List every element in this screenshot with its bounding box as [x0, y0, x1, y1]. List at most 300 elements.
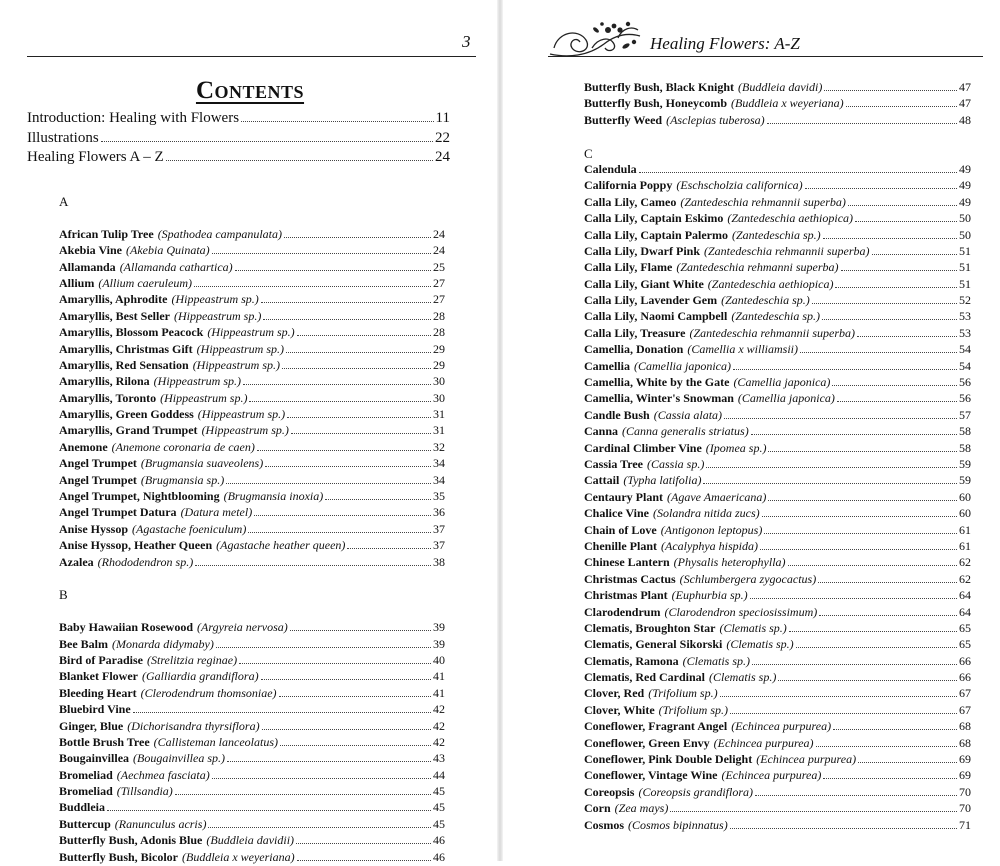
entry-page-number: 70 — [959, 784, 971, 799]
toc-entry — [59, 309, 445, 325]
dot-leader — [724, 418, 957, 419]
toc-entry — [584, 326, 971, 342]
entry-page-number: 62 — [959, 555, 971, 570]
entry-scientific-name: (Galliardia grandiflora) — [142, 669, 259, 684]
toc-entry — [59, 620, 445, 636]
entry-scientific-name: (Cassia alata) — [653, 407, 723, 422]
toc-entry — [584, 80, 971, 96]
dot-leader — [226, 483, 431, 484]
entry-name: Bird of Paradise — [59, 652, 143, 667]
entry-page-number: 30 — [433, 390, 445, 405]
toc-entry — [584, 96, 971, 112]
entry-scientific-name: (Agave Amaericana) — [667, 489, 767, 504]
entry-name: Azalea — [59, 554, 94, 569]
entry-scientific-name: (Aechmea fasciata) — [116, 767, 210, 782]
entry-name: Allamanda — [59, 259, 116, 274]
entry-page-number: 53 — [959, 309, 971, 324]
entry-page-number: 61 — [959, 522, 971, 537]
entry-page-number: 68 — [959, 735, 971, 750]
entry-name: Clarodendrum — [584, 604, 661, 619]
entry-scientific-name: (Ipomea sp.) — [705, 440, 767, 455]
entry-scientific-name: (Echincea purpurea) — [721, 768, 822, 783]
toc-entry — [584, 637, 971, 653]
toc-entry — [59, 522, 445, 538]
entry-name: Coneflower, Vintage Wine — [584, 768, 718, 783]
entry-name: Angel Trumpet — [59, 472, 137, 487]
toc-entry — [584, 375, 971, 391]
header-rule-right — [548, 56, 983, 57]
dot-leader — [858, 762, 957, 763]
entry-name: Bougainvillea — [59, 751, 130, 766]
dot-leader — [325, 499, 431, 500]
dot-leader — [778, 680, 957, 681]
toc-entry — [59, 555, 445, 571]
toc-entry — [59, 276, 445, 292]
entry-page-number: 66 — [959, 670, 971, 685]
entry-page-number: 65 — [959, 637, 971, 652]
entry-name: Blanket Flower — [59, 669, 138, 684]
dot-leader — [789, 631, 957, 632]
entry-name: Allium — [59, 275, 95, 290]
entry-page-number: 35 — [433, 489, 445, 504]
entry-scientific-name: (Hippeastrum sp.) — [173, 308, 262, 323]
dot-leader — [706, 467, 957, 468]
entry-name: Calla Lily, Lavender Gem — [584, 293, 718, 308]
entry-page-number: 70 — [959, 801, 971, 816]
entry-page-number: 48 — [959, 112, 971, 127]
toc-entry — [584, 752, 971, 768]
entry-name: Bee Balm — [59, 636, 108, 651]
section-b-continued-list — [584, 80, 971, 129]
entry-page-number: 37 — [433, 521, 445, 536]
dot-leader — [855, 221, 957, 222]
entry-page-number: 49 — [959, 161, 971, 176]
dot-leader — [212, 253, 431, 254]
entry-scientific-name: (Camellia japonica) — [737, 391, 835, 406]
dot-leader — [835, 287, 957, 288]
entry-scientific-name: (Spathodea campanulata) — [157, 226, 282, 241]
entry-scientific-name: (Echincea purpurea) — [756, 752, 857, 767]
dot-leader — [750, 598, 957, 599]
entry-scientific-name: (Cosmos bipinnatus) — [628, 817, 728, 832]
entry-page-number: 37 — [433, 538, 445, 553]
entry-scientific-name: (Buddleia x weyeriana) — [731, 96, 844, 111]
entry-name: Baby Hawaiian Rosewood — [59, 620, 194, 635]
entry-scientific-name: (Clarodendron speciosissimum) — [664, 604, 818, 619]
entry-page-number: 11 — [435, 110, 450, 126]
entry-page-number: 29 — [433, 341, 445, 356]
entry-page-number: 42 — [433, 734, 445, 749]
dot-leader — [720, 696, 957, 697]
entry-name: Amaryllis, Rilona — [59, 374, 150, 389]
contents-title: Contents — [195, 77, 305, 104]
entry-name: Cosmos — [584, 817, 625, 832]
toc-entry — [584, 703, 971, 719]
toc-entry — [584, 391, 971, 407]
entry-page-number: 27 — [433, 292, 445, 307]
entry-page-number: 60 — [959, 506, 971, 521]
toc-entry — [59, 538, 445, 554]
entry-page-number: 28 — [433, 308, 445, 323]
toc-entry — [59, 456, 445, 472]
dot-leader — [235, 270, 431, 271]
toc-entry — [59, 817, 445, 833]
dot-leader — [805, 188, 957, 189]
toc-entry — [584, 441, 971, 457]
entry-scientific-name: (Allium caeruleum) — [98, 275, 192, 290]
entry-name: Butterfly Bush, Bicolor — [59, 849, 178, 864]
dot-leader — [816, 746, 957, 747]
toc-entry — [59, 751, 445, 767]
dot-leader — [730, 713, 957, 714]
entry-name: African Tulip Tree — [59, 226, 154, 241]
entry-page-number: 22 — [435, 129, 450, 146]
entry-page-number: 36 — [433, 505, 445, 520]
entry-scientific-name: (Cassia sp.) — [647, 456, 705, 471]
entry-page-number: 38 — [433, 554, 445, 569]
dot-leader — [208, 827, 431, 828]
entry-name: Calla Lily, Cameo — [584, 194, 677, 209]
entry-scientific-name: (Brugmansia inoxia) — [223, 489, 324, 504]
entry-page-number: 31 — [433, 407, 445, 422]
toc-entry — [59, 505, 445, 521]
toc-entry — [584, 309, 971, 325]
entry-page-number: 45 — [433, 784, 445, 799]
dot-leader — [166, 160, 433, 161]
entry-scientific-name: (Buddleia davidi) — [738, 80, 823, 94]
entry-page-number: 34 — [433, 472, 445, 487]
toc-entry — [584, 523, 971, 539]
entry-name: Bottle Brush Tree — [59, 734, 150, 749]
entry-page-number: 54 — [959, 342, 971, 357]
entry-name: Corn — [584, 801, 611, 816]
entry-scientific-name: (Brugmansia suaveolens) — [140, 456, 264, 471]
entry-name: Calla Lily, Giant White — [584, 276, 704, 291]
dot-leader — [824, 90, 957, 91]
entry-scientific-name: (Trifolium sp.) — [658, 702, 729, 717]
dot-leader — [107, 810, 431, 811]
entry-name: Amaryllis, Red Sensation — [59, 357, 189, 372]
toc-entry — [59, 227, 445, 243]
toc-entry — [584, 539, 971, 555]
dot-leader — [846, 106, 957, 107]
entry-scientific-name: (Tillsandia) — [116, 784, 173, 799]
dot-leader — [263, 319, 431, 320]
toc-entry — [584, 195, 971, 211]
dot-leader — [280, 745, 431, 746]
entry-scientific-name: (Zantedeschia sp.) — [721, 293, 810, 308]
dot-leader — [262, 729, 431, 730]
dot-leader — [788, 565, 957, 566]
dot-leader — [287, 417, 431, 418]
dot-leader — [241, 121, 433, 122]
entry-name: Akebia Vine — [59, 243, 123, 258]
entry-page-number: 41 — [433, 669, 445, 684]
entry-name: Christmas Plant — [584, 588, 668, 603]
dot-leader — [796, 647, 957, 648]
entry-page-number: 56 — [959, 391, 971, 406]
entry-scientific-name: (Zantedeschia aethiopica) — [707, 276, 834, 291]
entry-name: Amaryllis, Grand Trumpet — [59, 423, 198, 438]
entry-name: California Poppy — [584, 178, 673, 193]
entry-page-number: 31 — [433, 423, 445, 438]
toc-entry — [59, 440, 445, 456]
entry-name: Calendula — [584, 161, 637, 176]
dot-leader — [703, 483, 957, 484]
entry-name: Camellia, Winter's Snowman — [584, 391, 734, 406]
entry-scientific-name: (Camellia japonica) — [733, 375, 831, 390]
entry-name: Calla Lily, Captain Eskimo — [584, 211, 724, 226]
entry-page-number: 25 — [433, 259, 445, 274]
entry-name: Cassia Tree — [584, 456, 643, 471]
toc-entry — [59, 243, 445, 259]
entry-page-number: 52 — [959, 293, 971, 308]
dot-leader — [848, 205, 957, 206]
entry-page-number: 68 — [959, 719, 971, 734]
toc-entry — [584, 654, 971, 670]
dot-leader — [257, 450, 431, 451]
entry-name: Clover, Red — [584, 686, 645, 701]
entry-name: Clover, White — [584, 702, 655, 717]
toc-entry — [59, 423, 445, 439]
page-number: 3 — [462, 32, 471, 51]
toc-entry — [584, 490, 971, 506]
entry-name: Cattail — [584, 473, 620, 488]
entry-page-number: 46 — [433, 849, 445, 864]
entry-name: Calla Lily, Dwarf Pink — [584, 243, 701, 258]
dot-leader — [347, 548, 431, 549]
entry-scientific-name: (Acalyphya hispida) — [661, 538, 758, 553]
entry-scientific-name: (Zantedeschia rehmannii superba) — [680, 194, 846, 209]
entry-name: Camellia, Donation — [584, 342, 684, 357]
dot-leader — [670, 811, 957, 812]
toc-entry — [59, 833, 445, 849]
toc-entry — [59, 342, 445, 358]
entry-page-number: 24 — [433, 243, 445, 258]
entry-scientific-name: (Clerodendrum thomsoniae) — [140, 685, 277, 700]
dot-leader — [812, 303, 957, 304]
entry-scientific-name: (Monarda didymaby) — [112, 636, 214, 651]
entry-page-number: 64 — [959, 588, 971, 603]
entry-page-number: 47 — [959, 80, 971, 94]
entry-name: Chenille Plant — [584, 538, 658, 553]
dot-leader — [800, 352, 957, 353]
entry-scientific-name: (Strelitzia reginae) — [147, 652, 238, 667]
entry-name: Calla Lily, Treasure — [584, 325, 686, 340]
entry-scientific-name: (Agastache heather queen) — [216, 538, 346, 553]
entry-name: Butterfly Bush, Honeycomb — [584, 96, 728, 111]
toc-entry — [59, 260, 445, 276]
dot-leader — [768, 500, 957, 501]
entry-name: Centaury Plant — [584, 489, 663, 504]
entry-name: Chain of Love — [584, 522, 657, 537]
dot-leader — [101, 141, 433, 142]
entry-scientific-name: (Hippeastrum sp.) — [153, 374, 241, 389]
entry-page-number: 60 — [959, 489, 971, 504]
entry-name: Coneflower, Green Envy — [584, 735, 710, 750]
entry-page-number: 45 — [433, 816, 445, 831]
toc-top-entry — [27, 149, 450, 169]
entry-page-number: 29 — [433, 357, 445, 372]
toc-entry — [584, 506, 971, 522]
toc-entry — [584, 605, 971, 621]
entry-page-number: 44 — [433, 767, 445, 782]
entry-page-number: 54 — [959, 358, 971, 373]
entry-page-number: 59 — [959, 456, 971, 471]
entry-page-number: 71 — [959, 817, 971, 832]
entry-name: Amaryllis, Blossom Peacock — [59, 325, 204, 340]
toc-entry — [584, 801, 971, 817]
toc-entry — [584, 670, 971, 686]
entry-page-number: 62 — [959, 571, 971, 586]
toc-entry — [584, 113, 971, 129]
toc-entry — [59, 719, 445, 735]
entry-page-number: 51 — [959, 243, 971, 258]
entry-name: Camellia — [584, 358, 630, 373]
dot-leader — [296, 843, 431, 844]
toc-entry — [59, 686, 445, 702]
toc-entry — [584, 588, 971, 604]
entry-name: Butterfly Bush, Black Knight — [584, 80, 735, 94]
entry-name: Clematis, Red Cardinal — [584, 670, 705, 685]
entry-name: Cardinal Climber Vine — [584, 440, 702, 455]
toc-entry — [584, 736, 971, 752]
entry-scientific-name: (Solandra nitida zucs) — [653, 506, 760, 521]
entry-scientific-name: (Clematis sp.) — [682, 653, 751, 668]
entry-scientific-name: (Physalis heterophylla) — [673, 555, 786, 570]
entry-scientific-name: (Argyreia nervosa) — [197, 620, 288, 635]
entry-name: Chalice Vine — [584, 506, 649, 521]
entry-page-number: 49 — [959, 194, 971, 209]
entry-name: Ginger, Blue — [59, 718, 124, 733]
entry-page-number: 69 — [959, 768, 971, 783]
toc-entry — [59, 325, 445, 341]
toc-entry — [584, 555, 971, 571]
left-page — [0, 0, 500, 864]
entry-page-number: 58 — [959, 440, 971, 455]
entry-page-number: 56 — [959, 375, 971, 390]
entry-name: Canna — [584, 424, 619, 439]
dot-leader — [764, 533, 957, 534]
entry-page-number: 67 — [959, 686, 971, 701]
entry-scientific-name: (Echincea purpurea) — [731, 719, 832, 734]
entry-scientific-name: (Brugmansia sp.) — [140, 472, 225, 487]
entry-page-number: 30 — [433, 374, 445, 389]
dot-leader — [755, 795, 957, 796]
dot-leader — [823, 778, 957, 779]
entry-name: Camellia, White by the Gate — [584, 375, 730, 390]
entry-scientific-name: (Hippeastrum sp.) — [207, 325, 295, 340]
toc-entry — [59, 358, 445, 374]
dot-leader — [767, 123, 957, 124]
entry-page-number: 53 — [959, 325, 971, 340]
entry-name: Butterfly Weed — [584, 112, 663, 127]
entry-page-number: 24 — [435, 149, 450, 165]
entry-scientific-name: (Akebia Quinata) — [126, 243, 210, 258]
entry-name: Coneflower, Fragrant Angel — [584, 719, 728, 734]
entry-page-number: 65 — [959, 620, 971, 635]
top-level-entries — [27, 110, 450, 169]
entry-name: Clematis, Broughton Star — [584, 620, 716, 635]
entry-name: Coreopsis — [584, 784, 635, 799]
entry-name: Calla Lily, Naomi Campbell — [584, 309, 728, 324]
entry-scientific-name: (Dichorisandra thyrsiflora) — [127, 718, 260, 733]
section-letter-b: B — [59, 587, 68, 603]
dot-leader — [261, 679, 431, 680]
entry-page-number: 32 — [433, 439, 445, 454]
entry-page-number: 24 — [433, 226, 445, 241]
entry-name: Angel Trumpet — [59, 456, 137, 471]
dot-leader — [823, 238, 957, 239]
entry-scientific-name: (Callisteman lanceolatus) — [153, 734, 278, 749]
dot-leader — [216, 647, 431, 648]
entry-scientific-name: (Hippeastrum sp.) — [192, 357, 281, 372]
dot-leader — [195, 565, 431, 566]
entry-page-number: 45 — [433, 800, 445, 815]
entry-scientific-name: (Buddleia davidii) — [206, 833, 295, 848]
entry-scientific-name: (Datura metel) — [180, 505, 253, 520]
entry-scientific-name: (Clematis sp.) — [709, 670, 777, 685]
dot-leader — [837, 401, 957, 402]
toc-entry — [584, 178, 971, 194]
entry-scientific-name: (Asclepias tuberosa) — [666, 112, 765, 127]
section-letter-c: C — [584, 145, 593, 161]
dot-leader — [279, 696, 431, 697]
left-column — [59, 194, 445, 866]
entry-scientific-name: (Bougainvillea sp.) — [133, 751, 225, 766]
entry-name: Amaryllis, Best Seller — [59, 308, 170, 323]
entry-label: Healing Flowers A – Z — [27, 149, 164, 165]
entry-page-number: 43 — [433, 751, 445, 766]
entry-scientific-name: (Ranunculus acris) — [114, 816, 207, 831]
entry-name: Amaryllis, Toronto — [59, 390, 157, 405]
toc-entry — [59, 374, 445, 390]
entry-page-number: 28 — [433, 325, 445, 340]
entry-name: Amaryllis, Christmas Gift — [59, 341, 193, 356]
entry-label: Introduction: Healing with Flowers — [27, 110, 240, 126]
dot-leader — [752, 664, 957, 665]
entry-page-number: 50 — [959, 211, 971, 226]
section-c-list — [584, 162, 971, 834]
entry-name: Buttercup — [59, 816, 111, 831]
entry-page-number: 34 — [433, 456, 445, 471]
entry-name: Christmas Cactus — [584, 571, 676, 586]
dot-leader — [282, 368, 431, 369]
entry-scientific-name: (Hippeastrum sp.) — [196, 341, 284, 356]
entry-scientific-name: (Euphurbia sp.) — [671, 588, 748, 603]
entry-page-number: 64 — [959, 604, 971, 619]
toc-entry — [584, 359, 971, 375]
entry-scientific-name: (Zantedeschia rehmannii superba) — [704, 243, 870, 258]
entry-scientific-name: (Clematis sp.) — [719, 620, 787, 635]
toc-entry — [584, 162, 971, 178]
entry-scientific-name: (Antigonon leptopus) — [660, 522, 763, 537]
header-rule — [27, 56, 476, 57]
entry-scientific-name: (Hippeastrum sp.) — [201, 423, 289, 438]
dot-leader — [768, 451, 957, 452]
dot-leader — [290, 630, 431, 631]
entry-page-number: 51 — [959, 260, 971, 275]
toc-entry — [584, 457, 971, 473]
entry-page-number: 46 — [433, 833, 445, 848]
dot-leader — [249, 401, 431, 402]
toc-entry — [584, 572, 971, 588]
dot-leader — [833, 729, 957, 730]
dot-leader — [872, 254, 957, 255]
entry-name: Anemone — [59, 439, 108, 454]
entry-scientific-name: (Canna generalis striatus) — [622, 424, 749, 439]
toc-entry — [59, 391, 445, 407]
